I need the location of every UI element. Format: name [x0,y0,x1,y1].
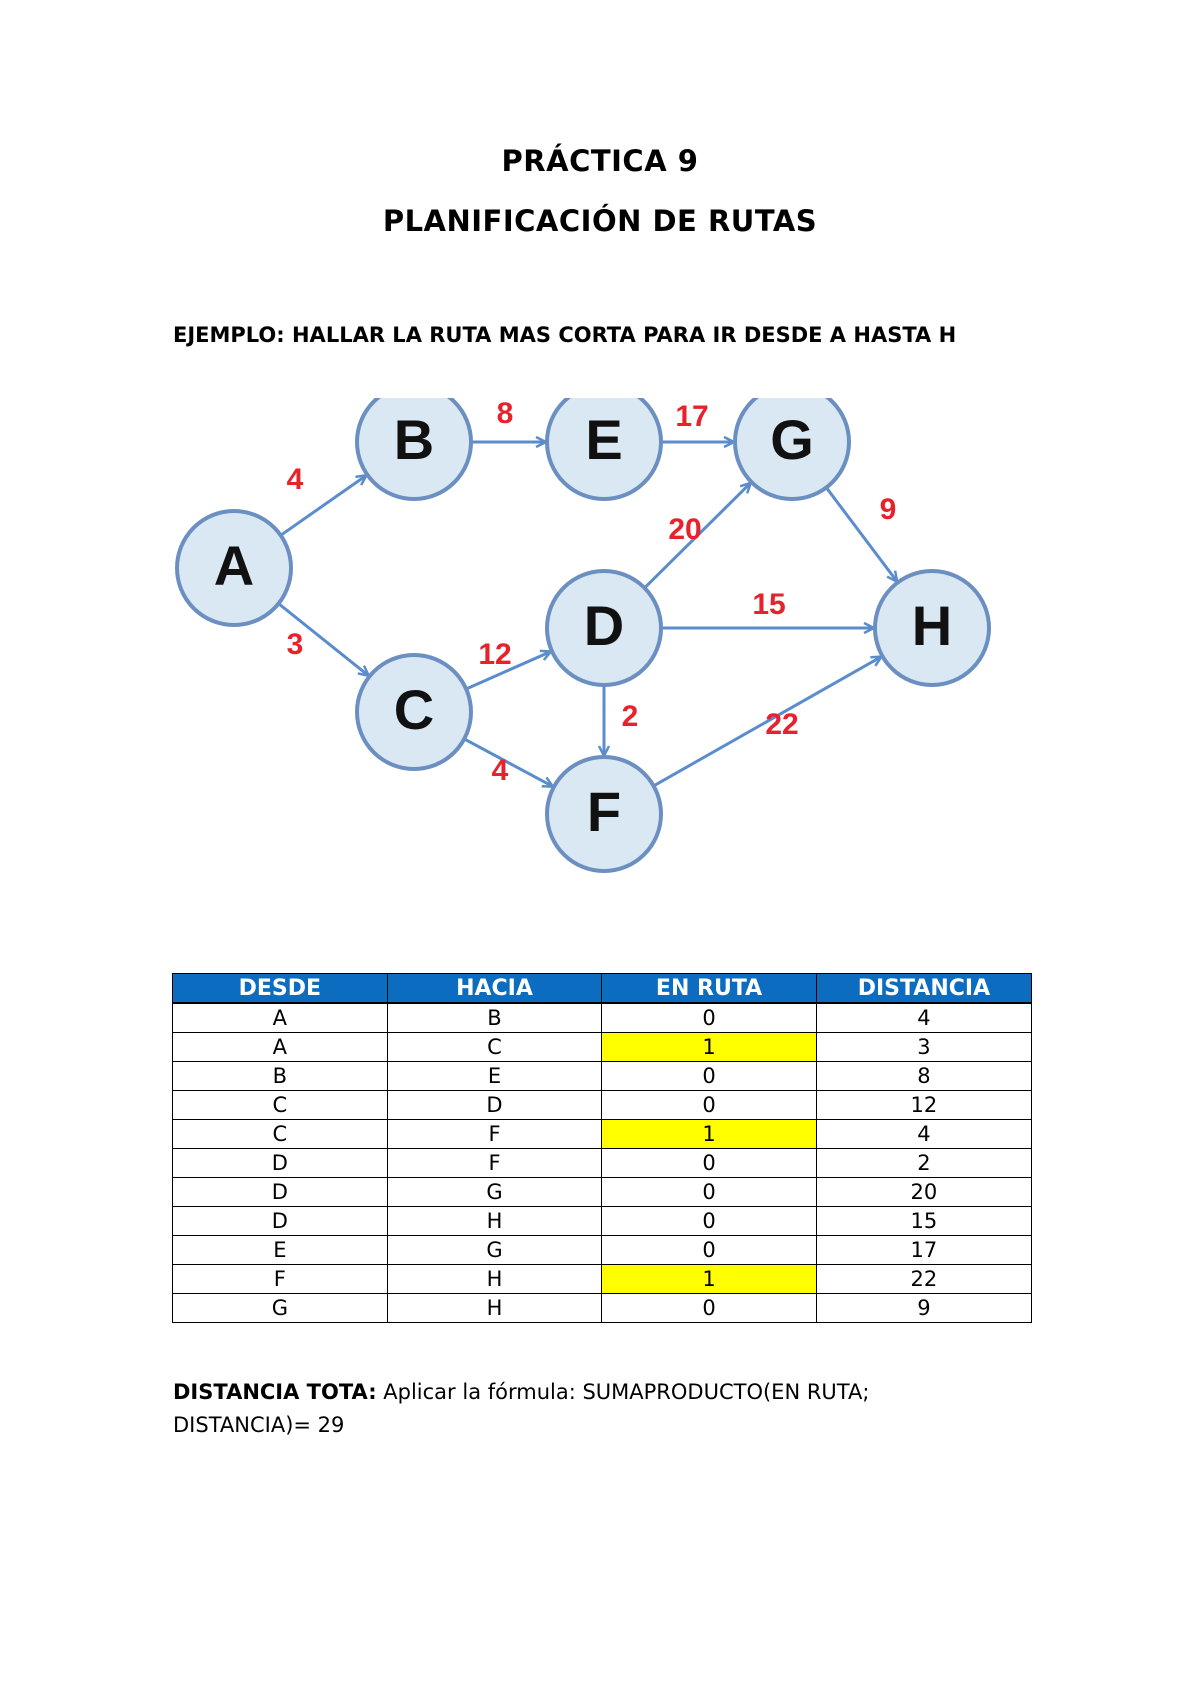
cell-desde: D [173,1149,388,1178]
node-label: A [213,533,255,597]
total-distance-result: DISTANCIA)= 29 [173,1413,345,1437]
node-label: E [585,407,623,471]
edge-weight-a-c: 3 [286,627,304,661]
node-c [357,655,471,769]
cell-hacia: E [387,1062,602,1091]
cell-distancia: 4 [816,1003,1031,1033]
table-row [173,1294,1032,1323]
edge-weight-f-h: 22 [765,707,799,741]
cell-distancia: 8 [816,1062,1031,1091]
cell-desde: A [173,1033,388,1062]
edge-weight-c-f: 4 [491,753,509,787]
edge-weight-d-g: 20 [668,512,702,546]
cell-en-ruta: 0 [602,1236,817,1265]
cell-hacia: G [387,1178,602,1207]
cell-distancia: 2 [816,1149,1031,1178]
node-f [547,757,661,871]
cell-distancia: 20 [816,1178,1031,1207]
cell-desde: F [173,1265,388,1294]
table-row [173,1178,1032,1207]
cell-hacia: H [387,1207,602,1236]
node-b [357,398,471,499]
cell-desde: C [173,1091,388,1120]
edge-weight-c-d: 12 [478,637,512,671]
table-row [173,1265,1032,1294]
cell-en-ruta: 1 [602,1033,817,1062]
table-header-row [173,974,1032,1004]
cell-desde: E [173,1236,388,1265]
edge-weight-g-h: 9 [879,492,897,526]
table-row [173,1062,1032,1091]
document-subtitle: PLANIFICACIÓN DE RUTAS [382,204,818,238]
cell-en-ruta: 0 [602,1178,817,1207]
cell-distancia: 17 [816,1236,1031,1265]
node-h [875,571,989,685]
cell-distancia: 15 [816,1207,1031,1236]
total-distance-label: DISTANCIA TOTA: [173,1380,377,1404]
total-distance-note [173,1376,1053,1442]
node-a [177,511,291,625]
node-label: F [586,779,622,843]
route-graph-diagram [172,398,1092,958]
document-title: PRÁCTICA 9 [501,144,699,178]
cell-en-ruta: 0 [602,1149,817,1178]
header-en-ruta: EN RUTA [602,974,817,1004]
cell-desde: B [173,1062,388,1091]
edge-weight-e-g: 17 [675,399,709,433]
edge-weight-d-f: 2 [621,699,639,733]
cell-hacia: F [387,1149,602,1178]
cell-hacia: D [387,1091,602,1120]
edge-weight-b-e: 8 [496,398,514,430]
routes-table [172,973,1032,1323]
cell-en-ruta: 0 [602,1003,817,1033]
cell-desde: G [173,1294,388,1323]
table-row [173,1091,1032,1120]
node-g [735,398,849,499]
cell-en-ruta: 0 [602,1207,817,1236]
cell-en-ruta: 1 [602,1120,817,1149]
node-label: D [583,593,625,657]
cell-hacia: F [387,1120,602,1149]
node-e [547,398,661,499]
header-desde: DESDE [173,974,388,1004]
cell-hacia: B [387,1003,602,1033]
cell-desde: C [173,1120,388,1149]
cell-distancia: 9 [816,1294,1031,1323]
cell-distancia: 3 [816,1033,1031,1062]
cell-hacia: H [387,1294,602,1323]
table-row [173,1149,1032,1178]
node-label: C [393,677,435,741]
cell-hacia: G [387,1236,602,1265]
total-distance-formula: Aplicar la fórmula: SUMAPRODUCTO(EN RUTA; [376,1380,870,1404]
edge-weight-a-b: 4 [286,462,304,496]
cell-distancia: 22 [816,1265,1031,1294]
cell-distancia: 12 [816,1091,1031,1120]
table-row [173,1120,1032,1149]
cell-desde: D [173,1207,388,1236]
node-label: G [770,407,814,471]
table-row [173,1033,1032,1062]
cell-desde: D [173,1178,388,1207]
header-distancia: DISTANCIA [816,974,1031,1004]
node-label: B [393,407,435,471]
node-label: H [911,593,953,657]
table-row [173,1003,1032,1033]
header-hacia: HACIA [387,974,602,1004]
cell-hacia: H [387,1265,602,1294]
example-statement: EJEMPLO: HALLAR LA RUTA MAS CORTA PARA IR DESDE A HASTA H [173,323,957,347]
cell-en-ruta: 0 [602,1062,817,1091]
cell-en-ruta: 1 [602,1265,817,1294]
cell-en-ruta: 0 [602,1091,817,1120]
table-row [173,1236,1032,1265]
cell-hacia: C [387,1033,602,1062]
node-d [547,571,661,685]
cell-en-ruta: 0 [602,1294,817,1323]
table-row [173,1207,1032,1236]
cell-desde: A [173,1003,388,1033]
edge-weight-d-h: 15 [752,587,786,621]
cell-distancia: 4 [816,1120,1031,1149]
